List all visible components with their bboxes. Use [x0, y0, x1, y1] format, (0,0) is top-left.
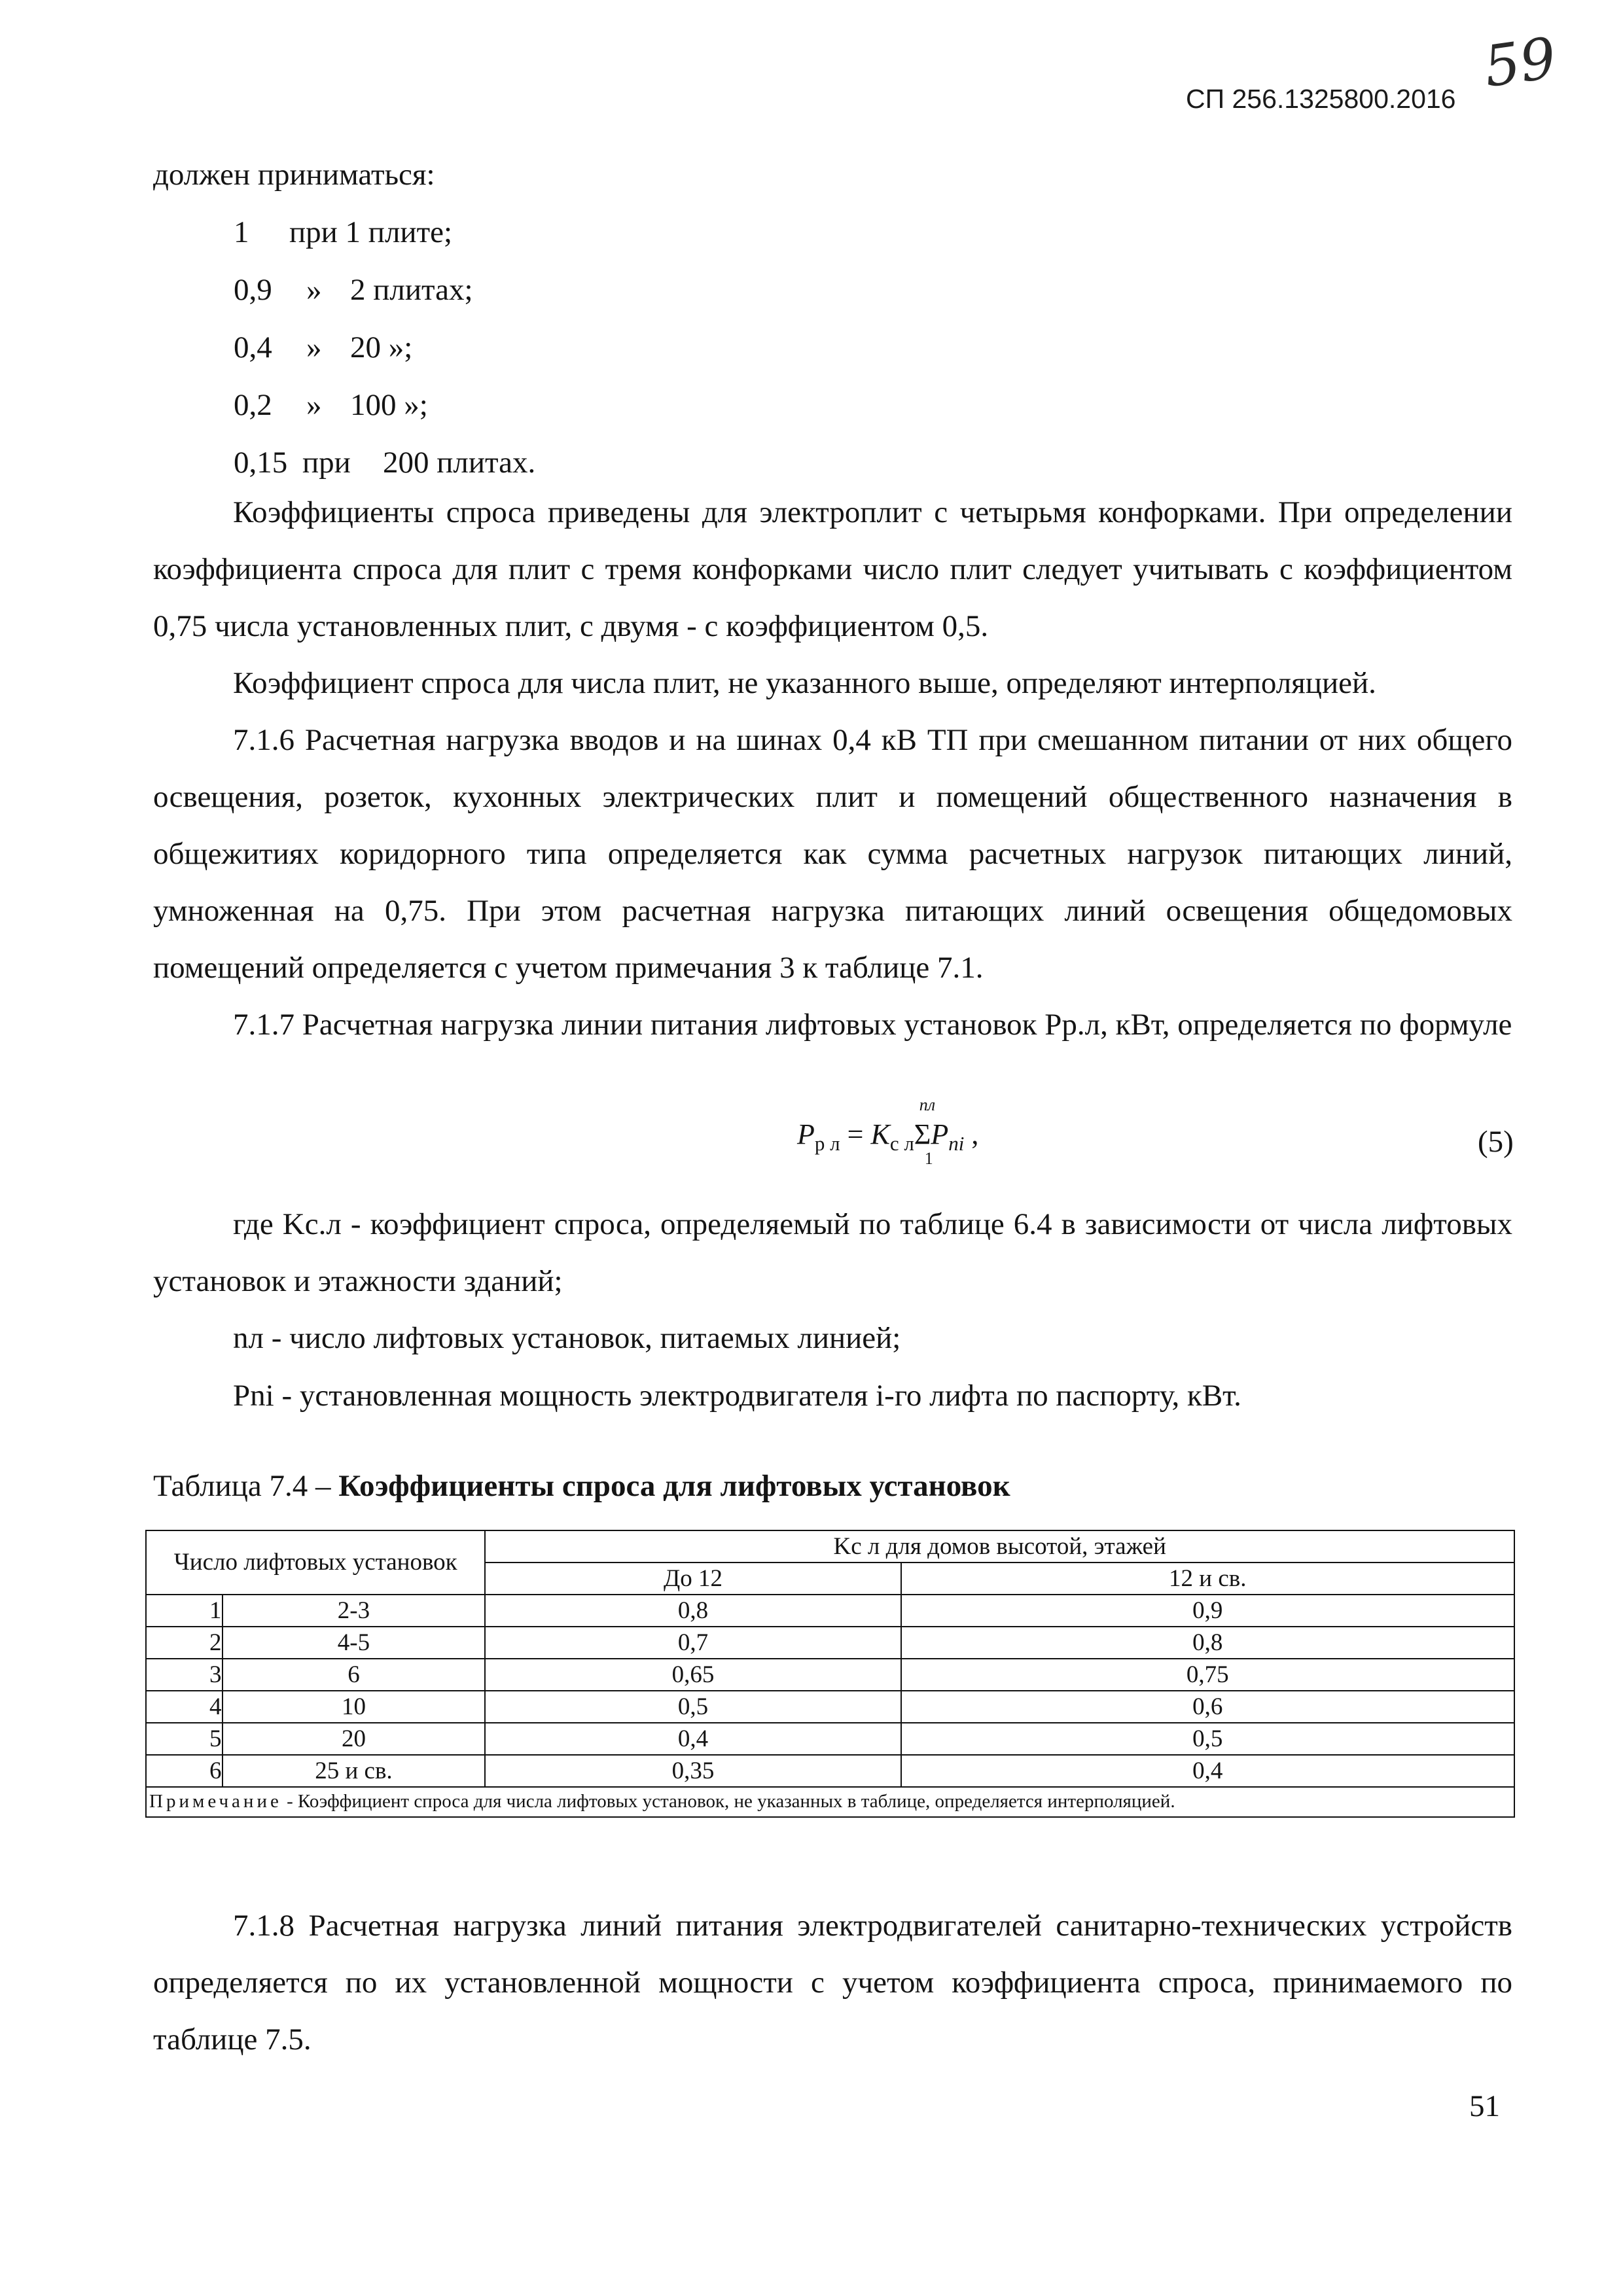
row-number: 1 [146, 1595, 223, 1627]
row-number: 4 [146, 1691, 223, 1723]
list-item-coef: 0,15 [234, 446, 288, 480]
formula-term-sub: ni [948, 1132, 965, 1155]
formula-sum-upper: nл [919, 1095, 936, 1114]
lift-count: 25 и св. [223, 1755, 486, 1787]
table-title-prefix: Таблица 7.4 – [153, 1469, 331, 1503]
formula-sigma: Σ [914, 1118, 931, 1150]
lift-count: 4-5 [223, 1627, 486, 1659]
document-code: СП 256.1325800.2016 [1186, 84, 1456, 114]
coef-up-to-12: 0,35 [485, 1755, 901, 1787]
paragraph-burner-coefficients: Коэффициенты спроса приведены для электроплит с четырьмя конфорками. При определении коэффициента спроса для плит с тремя конфорками число плит следует учитывать с коэффициентом 0,75 числа установленных плит, с двумя - с коэффициентом 0,5. [153, 495, 1512, 643]
lift-count: 20 [223, 1723, 486, 1755]
table-header-lift-count: Число лифтовых установок [146, 1530, 485, 1595]
coef-12-and-more: 0,8 [901, 1627, 1515, 1659]
table-header-up-to-12: До 12 [485, 1563, 901, 1595]
formula-tail: , [971, 1118, 979, 1150]
lift-demand-table [145, 1530, 1515, 1818]
list-item-ditto: » [306, 330, 322, 364]
coef-12-and-more: 0,9 [901, 1595, 1515, 1627]
row-number: 6 [146, 1755, 223, 1787]
paragraph-7-1-6: 7.1.6 Расчетная нагрузка вводов и на шинах 0,4 кВ ТП при смешанном питании от них общего освещения, розеток, кухонных электрических плит и помещений общественного назначения в общежитиях коридорного типа определяется как сумма расчетных нагрузок питающих линий, умноженная на 0,75. При этом расчетная нагрузка питающих линий освещения общедомовых помещений определяется с учетом примечания 3 к таблице 7.1. [153, 723, 1512, 985]
coef-12-and-more: 0,4 [901, 1755, 1515, 1787]
lift-count: 10 [223, 1691, 486, 1723]
table-row [146, 1627, 1514, 1659]
row-number: 2 [146, 1627, 223, 1659]
row-number: 5 [146, 1723, 223, 1755]
lift-count: 6 [223, 1659, 486, 1691]
formula-k-sub: с л [889, 1132, 914, 1155]
formula-k: K [870, 1118, 890, 1150]
coef-12-and-more: 0,5 [901, 1723, 1515, 1755]
table-header-row [146, 1530, 1514, 1563]
list-item-value: 100 »; [350, 388, 428, 422]
coef-up-to-12: 0,7 [485, 1627, 901, 1659]
coef-up-to-12: 0,8 [485, 1595, 901, 1627]
formula-lhs-sub: р л [814, 1132, 840, 1155]
table-row [146, 1755, 1514, 1787]
list-item-coef: 0,9 [234, 273, 272, 307]
table-title-bold: Коэффициенты спроса для лифтовых установок [338, 1469, 1010, 1503]
paragraph-7-1-8: 7.1.8 Расчетная нагрузка линий питания электродвигателей санитарно-технических устройств определяется по их установленной мощности с учетом коэффициента спроса, принимаемого по таблице 7.5. [153, 1909, 1512, 2057]
table-title [153, 1468, 1010, 1504]
row-number: 3 [146, 1659, 223, 1691]
table-row [146, 1659, 1514, 1691]
formula-term: P [931, 1118, 949, 1150]
paragraph-interpolation: Коэффициент спроса для числа плит, не указанного выше, определяют интерполяцией. [233, 666, 1376, 700]
list-item-value: 20 »; [350, 330, 413, 364]
list-item-coef: 0,2 [234, 388, 272, 422]
equation-number: (5) [1478, 1125, 1514, 1159]
list-item-coef: 1 [234, 215, 249, 249]
coef-up-to-12: 0,4 [485, 1723, 901, 1755]
formula-sum [914, 1095, 936, 1168]
handwritten-sheet-number: 59 [1480, 25, 1560, 101]
table-row [146, 1723, 1514, 1755]
table-note-row [146, 1787, 1514, 1817]
list-item-value: 2 плитах; [350, 273, 473, 307]
list-item-value: 200 плитах. [383, 446, 536, 480]
paragraph-7-1-7: 7.1.7 Расчетная нагрузка линии питания лифтовых установок Pр.л, кВт, определяется по формуле [233, 1008, 1512, 1042]
paragraph-where: где Kс.л - коэффициент спроса, определяемый по таблице 6.4 в зависимости от числа лифтовых установок и этажности зданий; [153, 1207, 1512, 1298]
list-item-ditto: при [302, 446, 351, 480]
table-note-text: - Коэффициент спроса для числа лифтовых установок, не указанных в таблице, определяется интерполяцией. [281, 1791, 1175, 1812]
table-header-group: Kс л для домов высотой, этажей [485, 1530, 1514, 1563]
list-item-value: при 1 плите; [289, 215, 453, 249]
paragraph-p-definition: Pni - установленная мощность электродвигателя i-го лифта по паспорту, кВт. [233, 1379, 1241, 1413]
formula-sum-lower: 1 [924, 1149, 933, 1168]
list-item-ditto: » [306, 273, 322, 307]
table-row [146, 1691, 1514, 1723]
table-header-12-and-more: 12 и св. [901, 1563, 1515, 1595]
formula-5 [797, 1095, 979, 1168]
table-row [146, 1595, 1514, 1627]
list-item-ditto: » [306, 388, 322, 422]
table-note [146, 1787, 1514, 1817]
coef-12-and-more: 0,6 [901, 1691, 1515, 1723]
table-note-head: Примечание [149, 1791, 282, 1812]
lift-count: 2-3 [223, 1595, 486, 1627]
formula-lhs: P [797, 1118, 815, 1150]
intro-line: должен приниматься: [153, 158, 435, 192]
coef-12-and-more: 0,75 [901, 1659, 1515, 1691]
list-item-coef: 0,4 [234, 330, 272, 364]
formula-eq: = [847, 1118, 864, 1150]
paragraph-n-definition: nл - число лифтовых установок, питаемых линией; [233, 1321, 901, 1355]
coef-up-to-12: 0,5 [485, 1691, 901, 1723]
page-number: 51 [1469, 2089, 1500, 2123]
coef-up-to-12: 0,65 [485, 1659, 901, 1691]
